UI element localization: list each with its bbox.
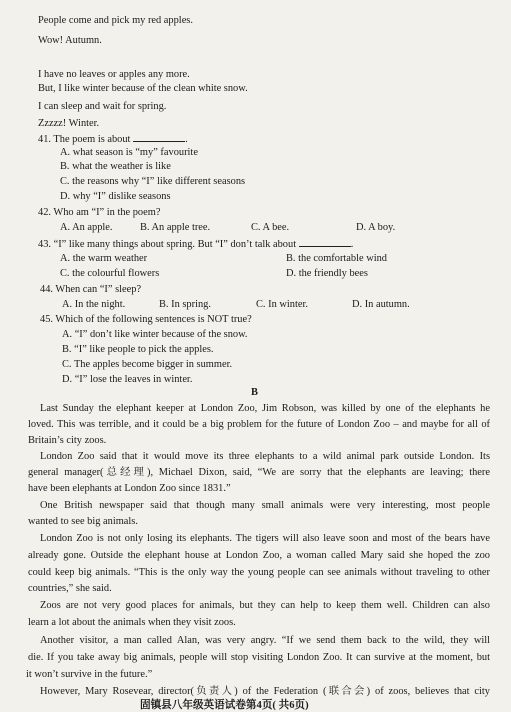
option: C. the colourful flowers xyxy=(60,268,160,279)
option: A. An apple. xyxy=(60,222,113,233)
option: B. what the weather is like xyxy=(60,161,171,172)
poem-line: But, I like winter because of the clean white snow. xyxy=(38,83,248,94)
question-45: 45. Which of the following sentences is NOT true? xyxy=(40,314,252,325)
option: B. An apple tree. xyxy=(140,222,211,233)
passage-line: learn a lot about the animals when they visit zoos. xyxy=(28,617,236,628)
question-42: 42. Who am “I” in the poem? xyxy=(38,207,161,218)
passage-line: London Zoo is not only losing its elephants. The tigers will also leave soon and most of the bears have xyxy=(40,533,490,544)
answer-blank xyxy=(299,237,351,247)
passage-line: general manager(总经理), Michael Dixon, said, “We are sorry that the elephants are leaving; there xyxy=(28,467,490,478)
question-end: . xyxy=(185,134,188,145)
question-43 xyxy=(38,237,353,251)
poem-line: Wow! Autumn. xyxy=(38,35,102,46)
passage-line: already gone. Outside the elephant house at London Zoo, a woman called Mary said she hoped the zoo xyxy=(28,550,490,561)
option: D. A boy. xyxy=(356,222,396,233)
passage-line: have been elephants at London Zoo since 1831.” xyxy=(28,483,231,494)
question-41 xyxy=(38,132,188,146)
passage-line: die. If you take away big animals, people will stop visiting London Zoo. It can survive at the moment, but xyxy=(28,652,490,663)
option: C. In winter. xyxy=(256,299,308,310)
question-end: . xyxy=(350,239,354,250)
option: A. what season is “my” favourite xyxy=(60,147,198,158)
option: A. the warm weather xyxy=(60,253,148,264)
passage-line: Last Sunday the elephant keeper at London Zoo, Jim Robson, was killed by one of the elephants he xyxy=(40,403,490,414)
option: B. the comfortable wind xyxy=(286,253,387,264)
option: C. A bee. xyxy=(251,222,290,233)
section-heading: B xyxy=(251,387,258,398)
options-row xyxy=(60,252,480,265)
option: A. “I” don’t like winter because of the snow. xyxy=(62,329,248,340)
options-row xyxy=(60,221,480,234)
poem-line: I have no leaves or apples any more. xyxy=(38,69,190,80)
poem-line: Zzzzz! Winter. xyxy=(38,118,100,129)
answer-blank xyxy=(133,132,185,142)
option: A. In the night. xyxy=(62,299,126,310)
poem-line: People come and pick my red apples. xyxy=(38,15,193,26)
passage-line: wanted to see big animals. xyxy=(28,516,138,527)
option: D. In autumn. xyxy=(352,299,410,310)
question-44: 44. When can “I” sleep? xyxy=(40,284,142,295)
option: C. the reasons why “I” like different seasons xyxy=(60,176,246,187)
option: C. The apples become bigger in summer. xyxy=(62,359,233,370)
options-row xyxy=(60,267,480,280)
question-stem: 43. “I” like many things about spring. But “I” don’t talk about xyxy=(38,239,297,250)
option: D. “I” lose the leaves in winter. xyxy=(62,374,193,385)
passage-line: countries,” she said. xyxy=(28,583,112,594)
passage-line: loved. This was terrible, and it could be a big problem for the future of London Zoo – and maybe for all of xyxy=(28,419,490,430)
option: B. “I” like people to pick the apples. xyxy=(62,344,214,355)
option: D. the friendly bees xyxy=(286,268,368,279)
option: B. In spring. xyxy=(159,299,211,310)
option: D. why “I” dislike seasons xyxy=(60,191,171,202)
question-stem: 41. The poem is about xyxy=(38,134,131,145)
passage-line: London Zoo said that it would move its three elephants to a wild animal park outside London. Its xyxy=(40,451,490,462)
passage-line: Britain’s city zoos. xyxy=(28,435,107,446)
poem-line: I can sleep and wait for spring. xyxy=(38,101,167,112)
passage-line: could keep big animals. “This is the only way the young people can see animals without traveling to other xyxy=(28,567,490,578)
passage-line: Another visitor, a man called Alan, was very angry. “If we send them back to the wild, they will xyxy=(40,635,490,646)
passage-line: it won’t survive in the future.” xyxy=(26,669,153,680)
options-row xyxy=(62,298,482,311)
page-footer: 固镇县八年级英语试卷第4页( 共6页) xyxy=(140,700,309,711)
passage-line: Zoos are not very good places for animals, but they can help to keep them well. Children can also xyxy=(40,600,490,611)
passage-line: One British newspaper said that though many small animals were very interesting, most people xyxy=(40,500,490,511)
passage-line: However, Mary Rosevear, director(负责人) of the Federation (联合会) of zoos, believes that city xyxy=(40,686,490,697)
